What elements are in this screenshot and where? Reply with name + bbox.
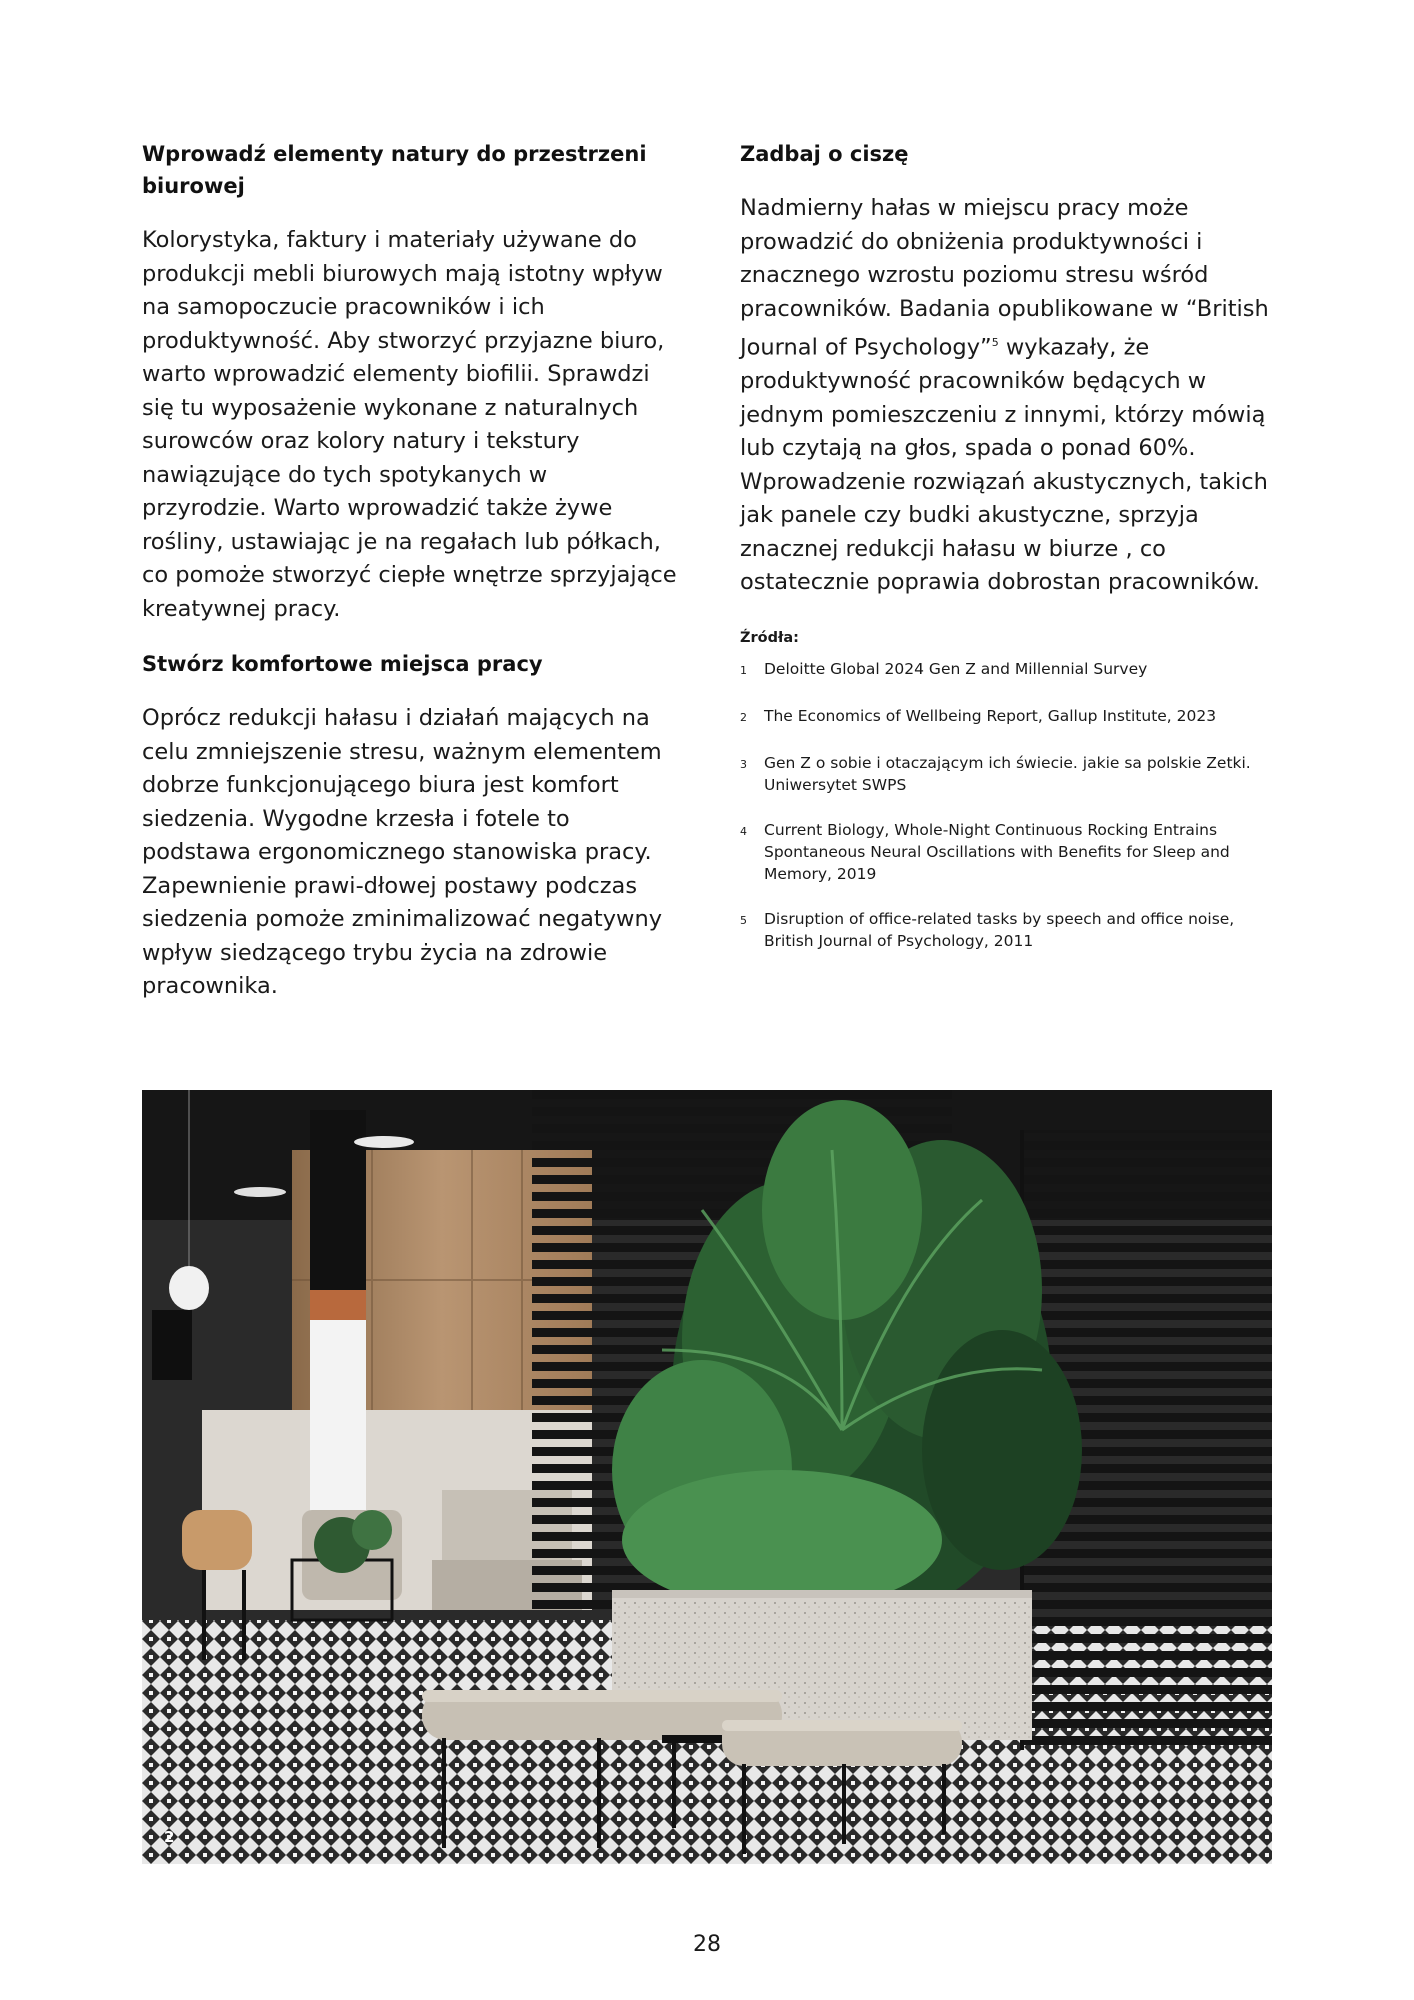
sources-title: Źródła: [740,629,799,646]
office-interior-photo [142,1090,1272,1864]
source-text: Current Biology, Whole-Night Continuous Rocking Entrains Spontaneous Neural Oscillations with Benefits for Sleep and Memory, 2019 [764,820,1230,883]
heading-quiet: Zadbaj o ciszę [740,142,909,166]
paragraph-quiet-start: Nadmierny hałas w miejscu pracy może prowadzić do obniżenia produktywności i znacznego wzrostu poziomu stresu wśród pracowników. Badania opublikowane w “British Journal of Psychology” [740,195,1269,361]
source-text: Disruption of office-related tasks by speech and office noise, British Journal of Psychology, 2011 [764,909,1235,950]
source-text: Gen Z o sobie i otaczającym ich świecie. jakie sa polskie Zetki. Uniwersytet SWPS [764,753,1251,794]
office-interior-illustration [142,1090,1272,1864]
source-number: 4 [740,824,747,838]
source-number: 1 [740,663,747,677]
source-number: 2 [740,710,747,724]
source-item [740,752,1280,796]
footnote-ref-5: 5 [991,336,999,349]
source-text: The Economics of Wellbeing Report, Gallup Institute, 2023 [764,706,1217,725]
paragraph-nature: Kolorystyka, faktury i materiały używane do produkcji mebli biurowych mają istotny wpływ na samopoczucie pracowników i ich produktywność. Aby stworzyć przyjazne biuro, warto wprowadzić elementy biofilii. Sprawdzi się tu wyposażenie wykonane z naturalnych surowców oraz kolory natury i tekstury nawiązujące do tych spotykanych w przyrodzie. Warto wprowadzić także żywe rośliny, ustawiając je na regałach lub półkach, co pomoże stworzyć ciepłe wnętrze sprzyjające kreatywnej pracy. [142,227,677,622]
source-item [740,819,1280,885]
source-number: 5 [740,913,747,927]
paragraph-quiet-end: wykazały, że produktywność pracowników będących w jednym pomieszczeniu z innymi, którzy mówią lub czytają na głos, spada o ponad 60%. [740,334,1266,461]
source-item [740,705,1280,729]
page-number: 28 [693,1932,721,1957]
heading-nature: Wprowadź elementy natury do przestrzeni biurowej [142,142,647,198]
right-column [740,138,1280,975]
paragraph-acoustic: Wprowadzenie rozwiązań akustycznych, takich jak panele czy budki akustyczne, sprzyja znacznej redukcji hałasu w biurze , co ostatecznie poprawia dobrostan pracowników. [740,468,1268,595]
source-text: Deloitte Global 2024 Gen Z and Millennial Survey [764,659,1148,678]
heading-comfort: Stwórz komfortowe miejsca pracy [142,652,543,676]
source-item [740,658,1280,682]
source-number: 3 [740,757,747,771]
sources-list [740,658,1280,952]
paragraph-quiet [740,192,1280,466]
paragraph-comfort: Oprócz redukcji hałasu i działań mających na celu zmniejszenie stresu, ważnym elementem dobrze funkcjonującego biura jest komfort siedzenia. Wygodne krzesła i fotele to podstawa ergonomicznego stanowiska pracy. Zapewnienie prawi-dłowej postawy podczas siedzenia pomoże zminimalizować negatywny wpływ siedzącego trybu życia na zdrowie pracownika. [142,705,663,999]
photo-number-label: 2 [164,1828,175,1846]
left-column [142,138,677,1004]
source-item [740,908,1280,952]
